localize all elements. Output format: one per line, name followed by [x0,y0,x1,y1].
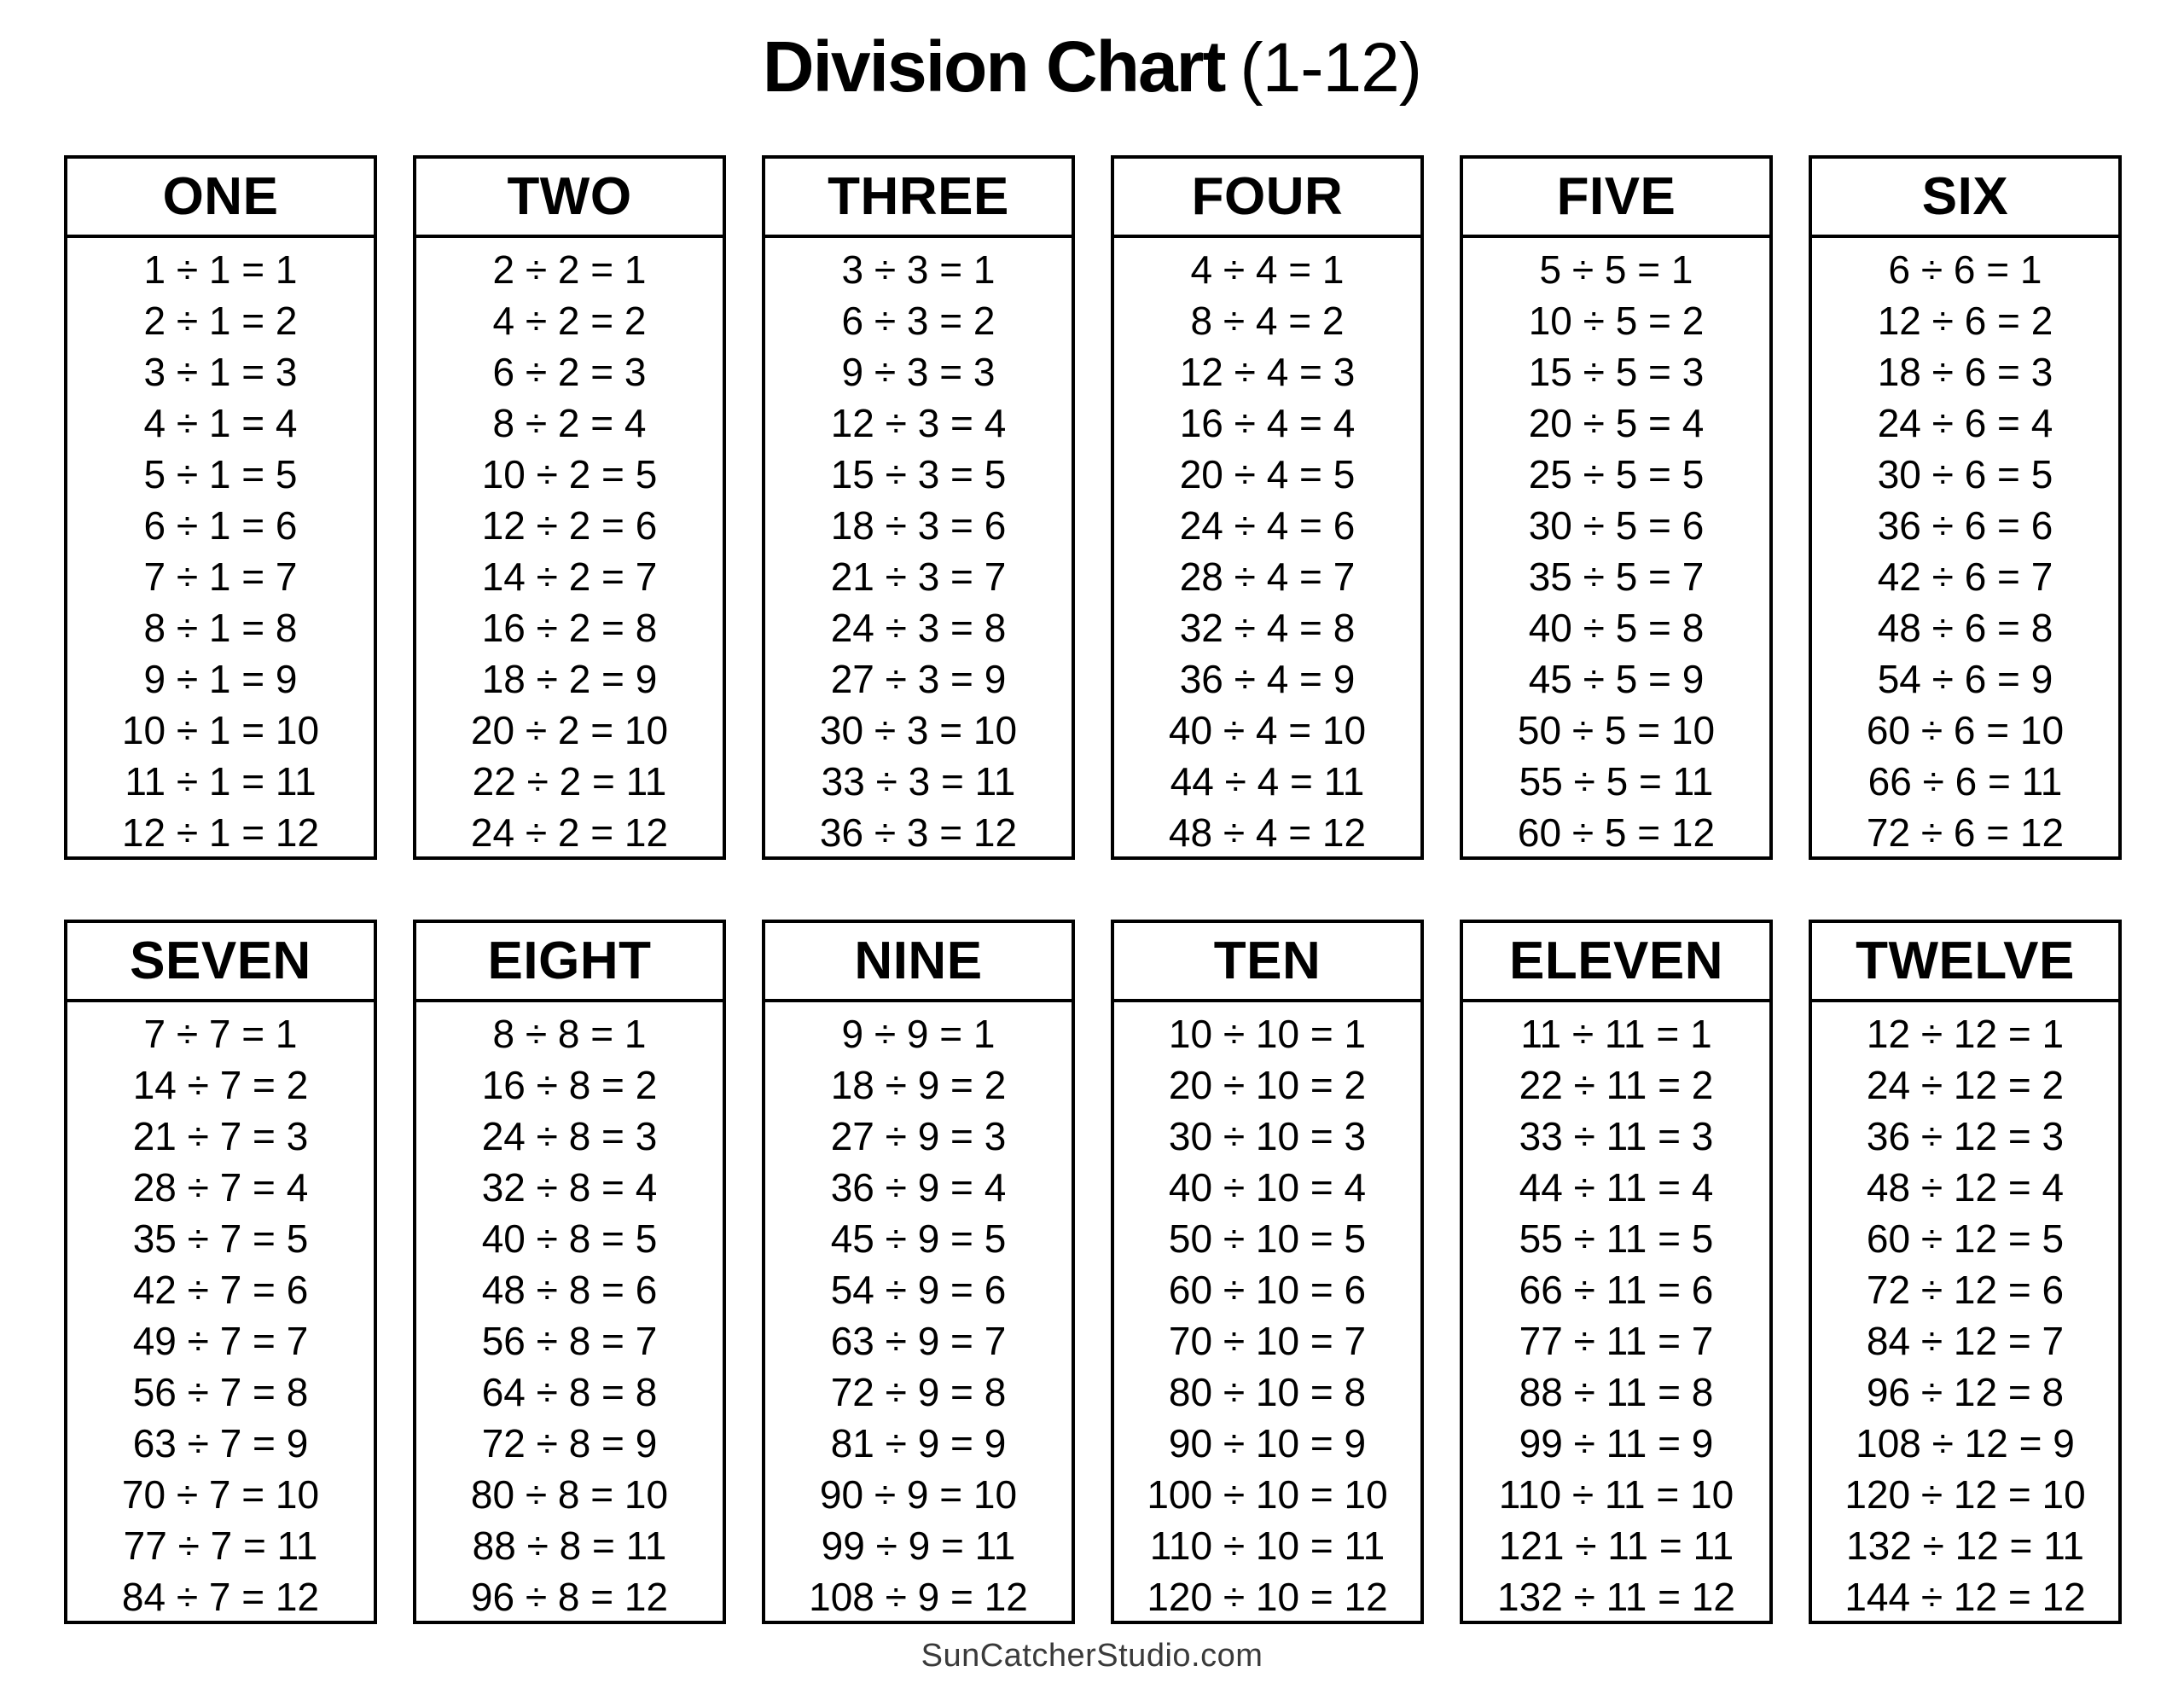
equation-row: 6 ÷ 2 = 3 [492,350,647,394]
equation-row: 36 ÷ 4 = 9 [1179,657,1356,701]
equation-row: 54 ÷ 9 = 6 [830,1268,1007,1312]
division-table-four [1111,155,1424,860]
division-table-title: FOUR [1114,159,1420,238]
division-table-body [67,1002,374,1622]
equation-row: 63 ÷ 7 = 9 [132,1421,309,1465]
equation-row: 5 ÷ 5 = 1 [1539,247,1693,292]
equation-row: 72 ÷ 12 = 6 [1866,1268,2065,1312]
equation-row: 36 ÷ 9 = 4 [830,1165,1007,1210]
equation-row: 27 ÷ 9 = 3 [830,1114,1007,1158]
equation-row: 84 ÷ 7 = 12 [121,1575,320,1619]
equation-row: 33 ÷ 11 = 3 [1519,1114,1714,1158]
equation-row: 44 ÷ 4 = 11 [1170,759,1365,804]
equation-row: 132 ÷ 12 = 11 [1846,1523,2084,1568]
equation-row: 40 ÷ 5 = 8 [1528,606,1705,650]
division-table-title: NINE [765,923,1072,1002]
equation-row: 42 ÷ 7 = 6 [132,1268,309,1312]
equation-row: 108 ÷ 9 = 12 [809,1575,1028,1619]
equation-row: 96 ÷ 8 = 12 [470,1575,669,1619]
equation-row: 48 ÷ 12 = 4 [1866,1165,2065,1210]
equation-row: 18 ÷ 3 = 6 [830,503,1007,548]
division-table-body [1114,238,1420,858]
equation-row: 48 ÷ 8 = 6 [481,1268,658,1312]
division-table-body [765,1002,1072,1622]
equation-row: 24 ÷ 3 = 8 [830,606,1007,650]
equation-row: 7 ÷ 1 = 7 [143,554,298,599]
equation-row: 132 ÷ 11 = 12 [1497,1575,1735,1619]
equation-row: 6 ÷ 1 = 6 [143,503,298,548]
equation-row: 10 ÷ 1 = 10 [121,708,320,752]
division-table-title: ONE [67,159,374,238]
equation-row: 60 ÷ 12 = 5 [1866,1216,2065,1261]
equation-row: 12 ÷ 12 = 1 [1866,1012,2065,1056]
equation-row: 16 ÷ 2 = 8 [481,606,658,650]
equation-row: 14 ÷ 7 = 2 [132,1063,309,1107]
equation-row: 54 ÷ 6 = 9 [1877,657,2053,701]
equation-row: 144 ÷ 12 = 12 [1844,1575,2086,1619]
equation-row: 20 ÷ 10 = 2 [1168,1063,1367,1107]
title-suffix-text: (1-12) [1240,29,1422,107]
equation-row: 121 ÷ 11 = 11 [1498,1523,1734,1568]
equation-row: 40 ÷ 8 = 5 [481,1216,658,1261]
equation-row: 12 ÷ 2 = 6 [481,503,658,548]
equation-row: 16 ÷ 8 = 2 [481,1063,658,1107]
equation-row: 20 ÷ 4 = 5 [1179,452,1356,496]
equation-row: 50 ÷ 5 = 10 [1517,708,1716,752]
equation-row: 8 ÷ 2 = 4 [492,401,647,445]
equation-row: 6 ÷ 3 = 2 [841,299,996,343]
equation-row: 36 ÷ 3 = 12 [819,810,1018,855]
page-title [0,26,2184,124]
equation-row: 15 ÷ 3 = 5 [830,452,1007,496]
equation-row: 70 ÷ 10 = 7 [1168,1319,1367,1363]
equation-row: 4 ÷ 1 = 4 [143,401,298,445]
equation-row: 2 ÷ 1 = 2 [143,299,298,343]
division-table-body [416,238,723,858]
equation-row: 20 ÷ 2 = 10 [470,708,669,752]
equation-row: 30 ÷ 5 = 6 [1528,503,1705,548]
equation-row: 15 ÷ 5 = 3 [1528,350,1705,394]
equation-row: 96 ÷ 12 = 8 [1866,1370,2065,1414]
division-table-six [1809,155,2122,860]
division-table-body [765,238,1072,858]
equation-row: 88 ÷ 8 = 11 [472,1523,667,1568]
division-table-title: SIX [1812,159,2118,238]
division-table-body [1812,238,2118,858]
equation-row: 7 ÷ 7 = 1 [143,1012,298,1056]
equation-row: 22 ÷ 2 = 11 [472,759,667,804]
division-table-twelve [1809,920,2122,1624]
equation-row: 24 ÷ 6 = 4 [1877,401,2053,445]
division-table-two [413,155,726,860]
equation-row: 70 ÷ 7 = 10 [121,1472,320,1517]
equation-row: 32 ÷ 8 = 4 [481,1165,658,1210]
equation-row: 45 ÷ 9 = 5 [830,1216,1007,1261]
equation-row: 80 ÷ 10 = 8 [1168,1370,1367,1414]
equation-row: 21 ÷ 7 = 3 [132,1114,309,1158]
equation-row: 48 ÷ 6 = 8 [1877,606,2053,650]
equation-row: 20 ÷ 5 = 4 [1528,401,1705,445]
equation-row: 36 ÷ 6 = 6 [1877,503,2053,548]
equation-row: 9 ÷ 1 = 9 [143,657,298,701]
equation-row: 16 ÷ 4 = 4 [1179,401,1356,445]
equation-row: 28 ÷ 7 = 4 [132,1165,309,1210]
equation-row: 24 ÷ 4 = 6 [1179,503,1356,548]
equation-row: 55 ÷ 11 = 5 [1519,1216,1714,1261]
division-table-title: EIGHT [416,923,723,1002]
equation-row: 4 ÷ 2 = 2 [492,299,647,343]
equation-row: 32 ÷ 4 = 8 [1179,606,1356,650]
equation-row: 108 ÷ 12 = 9 [1856,1421,2075,1465]
division-table-title: FIVE [1463,159,1769,238]
equation-row: 18 ÷ 6 = 3 [1877,350,2053,394]
equation-row: 10 ÷ 5 = 2 [1528,299,1705,343]
equation-row: 110 ÷ 11 = 10 [1498,1472,1734,1517]
equation-row: 80 ÷ 8 = 10 [470,1472,669,1517]
equation-row: 36 ÷ 12 = 3 [1866,1114,2065,1158]
equation-row: 60 ÷ 6 = 10 [1866,708,2065,752]
equation-row: 110 ÷ 10 = 11 [1149,1523,1385,1568]
equation-row: 21 ÷ 3 = 7 [830,554,1007,599]
equation-row: 30 ÷ 6 = 5 [1877,452,2053,496]
equation-row: 72 ÷ 9 = 8 [830,1370,1007,1414]
division-table-title: TEN [1114,923,1420,1002]
equation-row: 64 ÷ 8 = 8 [481,1370,658,1414]
equation-row: 99 ÷ 11 = 9 [1519,1421,1714,1465]
equation-row: 100 ÷ 10 = 10 [1147,1472,1388,1517]
equation-row: 56 ÷ 8 = 7 [481,1319,658,1363]
division-table-one [64,155,377,860]
division-table-title: SEVEN [67,923,374,1002]
equation-row: 42 ÷ 6 = 7 [1877,554,2053,599]
division-table-body [67,238,374,858]
title-main-text: Division Chart [762,26,1225,107]
equation-row: 120 ÷ 12 = 10 [1844,1472,2086,1517]
division-table-five [1460,155,1773,860]
equation-row: 25 ÷ 5 = 5 [1528,452,1705,496]
equation-row: 35 ÷ 5 = 7 [1528,554,1705,599]
equation-row: 60 ÷ 5 = 12 [1517,810,1716,855]
division-table-title: TWO [416,159,723,238]
equation-row: 120 ÷ 10 = 12 [1147,1575,1388,1619]
equation-row: 12 ÷ 1 = 12 [121,810,320,855]
equation-row: 6 ÷ 6 = 1 [1888,247,2042,292]
equation-row: 14 ÷ 2 = 7 [481,554,658,599]
equation-row: 50 ÷ 10 = 5 [1168,1216,1367,1261]
equation-row: 88 ÷ 11 = 8 [1519,1370,1714,1414]
equation-row: 12 ÷ 4 = 3 [1179,350,1356,394]
equation-row: 35 ÷ 7 = 5 [132,1216,309,1261]
equation-row: 24 ÷ 8 = 3 [481,1114,658,1158]
equation-row: 72 ÷ 8 = 9 [481,1421,658,1465]
footer [0,1638,2184,1674]
equation-row: 45 ÷ 5 = 9 [1528,657,1705,701]
equation-row: 9 ÷ 3 = 3 [841,350,996,394]
equation-row: 72 ÷ 6 = 12 [1866,810,2065,855]
equation-row: 90 ÷ 9 = 10 [819,1472,1018,1517]
equation-row: 4 ÷ 4 = 1 [1190,247,1345,292]
equation-row: 3 ÷ 3 = 1 [841,247,996,292]
equation-row: 44 ÷ 11 = 4 [1519,1165,1714,1210]
equation-row: 11 ÷ 11 = 1 [1520,1012,1712,1056]
equation-row: 84 ÷ 12 = 7 [1866,1319,2065,1363]
division-table-body [1463,1002,1769,1622]
equation-row: 8 ÷ 4 = 2 [1190,299,1345,343]
equation-row: 5 ÷ 1 = 5 [143,452,298,496]
division-table-body [1463,238,1769,858]
equation-row: 10 ÷ 10 = 1 [1168,1012,1367,1056]
division-table-title: ELEVEN [1463,923,1769,1002]
equation-row: 8 ÷ 1 = 8 [143,606,298,650]
equation-row: 81 ÷ 9 = 9 [830,1421,1007,1465]
equation-row: 77 ÷ 11 = 7 [1519,1319,1714,1363]
equation-row: 27 ÷ 3 = 9 [830,657,1007,701]
equation-row: 24 ÷ 12 = 2 [1866,1063,2065,1107]
equation-row: 2 ÷ 2 = 1 [492,247,647,292]
equation-row: 28 ÷ 4 = 7 [1179,554,1356,599]
division-table-title: THREE [765,159,1072,238]
equation-row: 12 ÷ 3 = 4 [830,401,1007,445]
equation-row: 66 ÷ 6 = 11 [1867,759,2063,804]
equation-row: 55 ÷ 5 = 11 [1519,759,1714,804]
equation-row: 66 ÷ 11 = 6 [1519,1268,1714,1312]
equation-row: 40 ÷ 10 = 4 [1168,1165,1367,1210]
division-table-eight [413,920,726,1624]
equation-row: 60 ÷ 10 = 6 [1168,1268,1367,1312]
division-table-title: TWELVE [1812,923,2118,1002]
equation-row: 63 ÷ 9 = 7 [830,1319,1007,1363]
equation-row: 18 ÷ 2 = 9 [481,657,658,701]
equation-row: 18 ÷ 9 = 2 [830,1063,1007,1107]
equation-row: 48 ÷ 4 = 12 [1168,810,1367,855]
division-table-seven [64,920,377,1624]
equation-row: 40 ÷ 4 = 10 [1168,708,1367,752]
tables-grid [64,155,2122,1624]
equation-row: 8 ÷ 8 = 1 [492,1012,647,1056]
division-table-nine [762,920,1075,1624]
footer-site-text: SunCatcherStudio.com [921,1638,1263,1674]
division-table-three [762,155,1075,860]
equation-row: 9 ÷ 9 = 1 [841,1012,996,1056]
equation-row: 33 ÷ 3 = 11 [821,759,1016,804]
division-table-body [416,1002,723,1622]
equation-row: 99 ÷ 9 = 11 [821,1523,1016,1568]
equation-row: 77 ÷ 7 = 11 [123,1523,318,1568]
equation-row: 1 ÷ 1 = 1 [143,247,298,292]
division-table-eleven [1460,920,1773,1624]
division-table-body [1114,1002,1420,1622]
equation-row: 56 ÷ 7 = 8 [132,1370,309,1414]
equation-row: 10 ÷ 2 = 5 [481,452,658,496]
equation-row: 30 ÷ 3 = 10 [819,708,1018,752]
division-table-ten [1111,920,1424,1624]
division-table-body [1812,1002,2118,1622]
equation-row: 3 ÷ 1 = 3 [143,350,298,394]
equation-row: 90 ÷ 10 = 9 [1168,1421,1367,1465]
equation-row: 49 ÷ 7 = 7 [132,1319,309,1363]
equation-row: 24 ÷ 2 = 12 [470,810,669,855]
equation-row: 30 ÷ 10 = 3 [1168,1114,1367,1158]
equation-row: 22 ÷ 11 = 2 [1519,1063,1714,1107]
equation-row: 11 ÷ 1 = 11 [125,759,317,804]
equation-row: 12 ÷ 6 = 2 [1877,299,2053,343]
